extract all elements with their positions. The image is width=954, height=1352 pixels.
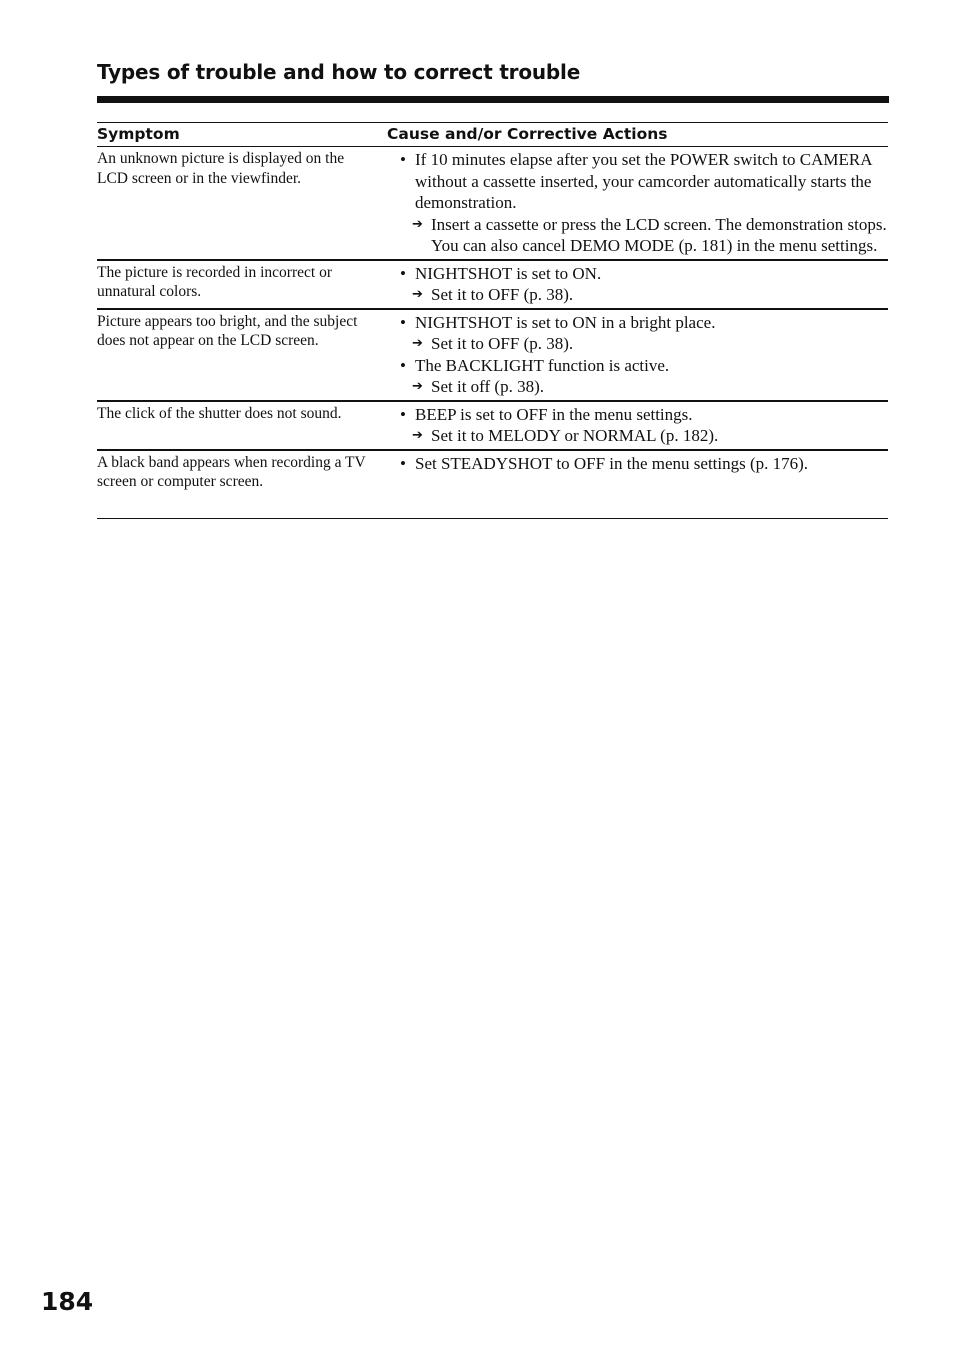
item-text: The BACKLIGHT function is active. [415,355,670,375]
item-text: If 10 minutes elapse after you set the POWER switch to CAMERA without a cassette inserted, your camcorder automatically starts the demonstration. [415,150,872,212]
item-text: Set STEADYSHOT to OFF in the menu settings (p. 176). [415,453,809,473]
section-title: Types of trouble and how to correct trouble [97,60,581,84]
cause-item [387,453,888,475]
table-row [97,401,888,450]
bullet-icon: • [400,263,406,283]
header-cause: Cause and/or Corrective Actions [387,123,888,147]
item-text: Set it to OFF (p. 38). [431,285,574,304]
item-text: NIGHTSHOT is set to ON in a bright place. [415,312,716,332]
symptom-cell: The click of the shutter does not sound. [97,401,387,450]
corrective-action [387,333,888,355]
item-text: Set it to OFF (p. 38). [431,334,574,353]
item-text: Insert a cassette or press the LCD screen. The demonstration stops. You can also cancel DEMO MODE (p. 181) in the menu settings. [431,214,887,255]
arrow-right-icon: ➔ [412,336,423,351]
arrow-right-icon: ➔ [412,216,423,232]
actions-cell [387,401,888,450]
bullet-icon: • [400,453,406,473]
corrective-action [387,214,888,257]
arrow-right-icon: ➔ [412,379,423,394]
actions-cell [387,147,888,260]
actions-cell [387,260,888,309]
table-header-row [97,123,888,147]
bullet-icon: • [400,312,406,332]
title-rule [97,96,889,103]
cause-item [387,263,888,285]
cause-item [387,312,888,334]
item-text: BEEP is set to OFF in the menu settings. [415,404,693,424]
bullet-icon: • [400,150,406,169]
item-text: Set it to MELODY or NORMAL (p. 182). [431,426,719,445]
symptom-cell: Picture appears too bright, and the subject does not appear on the LCD screen. [97,309,387,401]
symptom-cell: An unknown picture is displayed on the LCD screen or in the viewfinder. [97,147,387,260]
actions-cell [387,450,888,519]
item-text: NIGHTSHOT is set to ON. [415,263,602,283]
table-row [97,309,888,401]
bullet-icon: • [400,355,406,375]
symptom-cell: A black band appears when recording a TV screen or computer screen. [97,450,387,519]
cause-item [387,404,888,426]
corrective-action [387,425,888,447]
arrow-right-icon: ➔ [412,428,423,443]
table-row [97,147,888,260]
table-row [97,260,888,309]
troubleshooting-table [97,122,888,519]
header-symptom: Symptom [97,123,387,147]
table-row [97,450,888,519]
cause-item [387,149,888,214]
page-number: 184 [41,1287,94,1316]
item-text: Set it off (p. 38). [431,377,545,396]
arrow-right-icon: ➔ [412,287,423,302]
actions-cell [387,309,888,401]
cause-item [387,355,888,377]
corrective-action [387,376,888,398]
bullet-icon: • [400,404,406,424]
corrective-action [387,284,888,306]
symptom-cell: The picture is recorded in incorrect or unnatural colors. [97,260,387,309]
